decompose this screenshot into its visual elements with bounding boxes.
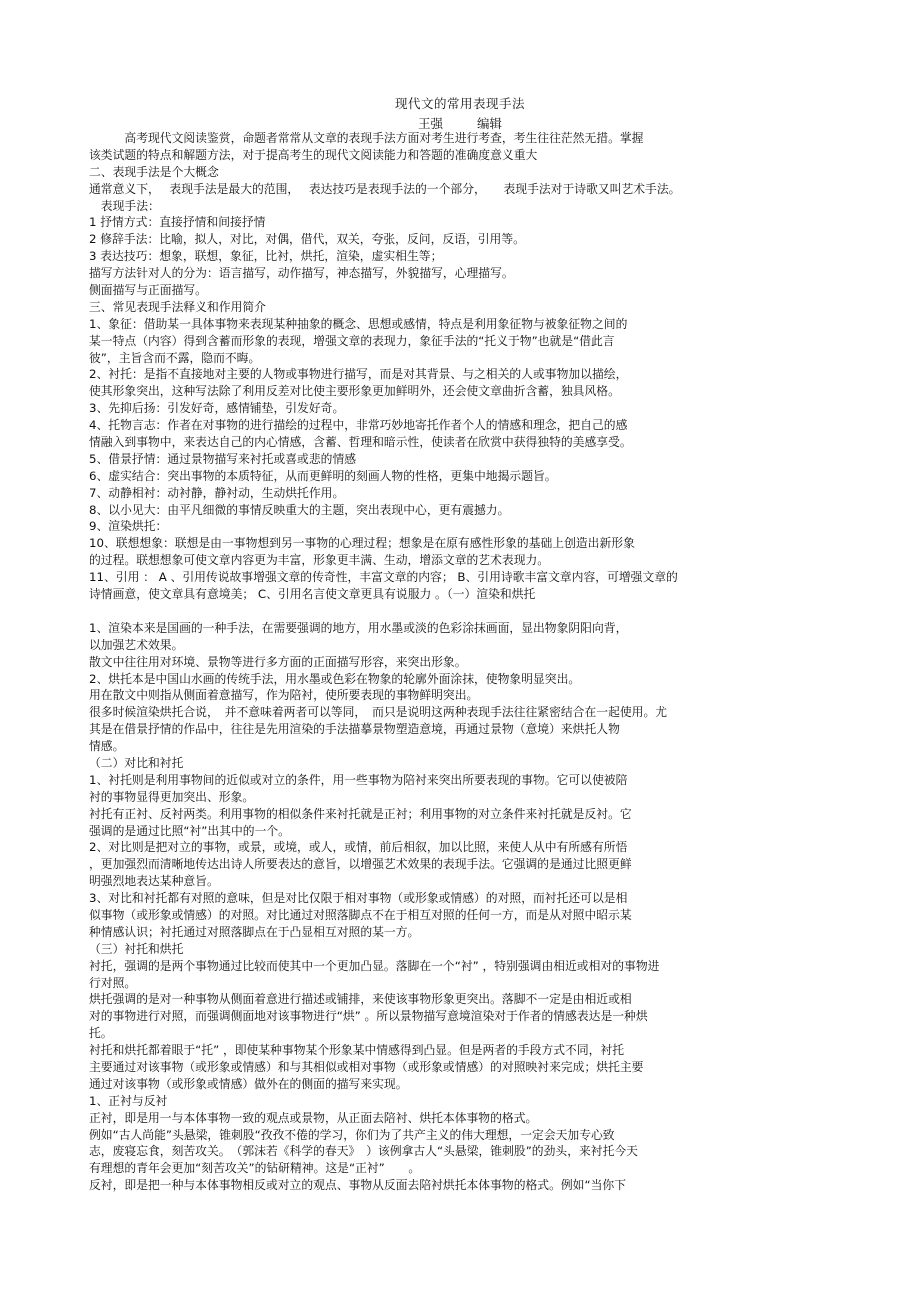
text-line: 2、衬托：是指不直接地对主要的人物或事物进行描写，而是对其背景、与之相关的人或事物加以描绘， (89, 367, 628, 382)
text-line: 用在散文中则指从侧面着意描写，作为陪衬，使所要表现的事物鲜明突出。 (89, 688, 479, 703)
document-title: 现代文的常用表现手法 (394, 96, 525, 111)
text-line: 志，废寝忘食，刻苦攻关。 （郭沫若《科学的春天》 ）该例拿古人“头悬梁，锥刺股”的劲头，来衬托今天 (89, 1144, 638, 1159)
text-line: 8、以小见大：由平凡细微的事情反映重大的主题，突出表现中心，更有震撼力。 (89, 502, 510, 517)
text-line: 二、表现手法是个大概念 (89, 164, 219, 179)
text-line: 情感。 (89, 739, 125, 754)
text-line: 的过程。联想想象可使文章内容更为丰富，形象更丰满、生动，增添文章的艺术表现力。 (89, 553, 550, 568)
text-line: 9、渲染烘托： (89, 519, 168, 534)
text-line: 其是在借景抒情的作品中，往往是先用渲染的手法描摹景物塑造意境，再通过景物（意境）来烘托人物 (89, 722, 620, 737)
text-line: 高考现代文阅读鉴赏，命题者常常从文章的表现手法方面对考生进行考查，考生往往茫然无措。掌握 (89, 131, 644, 145)
text-line: 强调的是通过比照“衬”出其中的一个。 (89, 823, 290, 838)
text-line: 主要通过对该事物（或形象或情感）和与其相似或相对事物（或形象或情感）的对照映衬来完成；烘托主要 (89, 1059, 644, 1074)
text-line: 行对照。 (89, 975, 137, 990)
text-line: 侧面描写与正面描写。 (89, 283, 207, 298)
text-line: 2、对比则是把对立的事物，或景，或境，或人，或情，前后相叙，加以比照，来使人从中有所感有所悟 (89, 840, 628, 855)
text-line: 对的事物进行对照，而强调侧面地对该事物进行“烘” 。所以景物描写意境渲染对于作者的情感表达是一种烘 (89, 1009, 648, 1024)
text-line: 衬托和烘托都着眼于“托” ，即使某种事物某个形象某中情感得到凸显。但是两者的手段方式不同，衬托 (89, 1043, 625, 1058)
text-line: 1 抒情方式：直接抒情和间接抒情 (89, 215, 266, 230)
text-line: 该类试题的特点和解题方法，对于提高考生的现代文阅读能力和答题的准确度意义重大 (89, 147, 538, 162)
text-line: 某一特点（内容）得到含蓄而形象的表现，增强文章的表现力，象征手法的“托义于物”也就是“借此言 (89, 333, 615, 348)
text-line: 11、引用 ： A 、引用传说故事增强文章的传奇性，丰富文章的内容； B、引用诗歌丰富文章内容，可增强文章的 (89, 570, 678, 585)
text-line: 反衬，即是把一种与本体事物相反或对立的观点、事物从反面去陪衬烘托本体事物的格式。例如“当你下 (89, 1178, 626, 1193)
text-line: 通常意义下， 表现手法是最大的范围， 表达技巧是表现手法的一个部分， 表现手法对于诗歌又叫艺术手法。 (89, 181, 681, 196)
text-line: 6、虚实结合：突出事物的本质特征，从而更鲜明的刻画人物的性格，更集中地揭示题旨。 (89, 468, 557, 483)
text-line: （三）衬托和烘托 (89, 941, 184, 956)
author-role: 编辑 (477, 116, 503, 131)
text-line: 衬托有正衬、反衬两类。利用事物的相似条件来衬托就是正衬；利用事物的对立条件来衬托就是反衬。它 (89, 806, 632, 821)
text-line: 情融入到事物中，来表达自己的内心情感，含蓄、哲理和暗示性，使读者在欣赏中获得独特的美感享受。 (89, 435, 632, 450)
text-line: 似事物（或形象或情感）的对照。对比通过对照落脚点不在于相互对照的任何一方，而是从对照中昭示某 (89, 907, 632, 922)
text-line: 7、动静相衬：动衬静，静衬动，生动烘托作用。 (89, 485, 345, 500)
text-line: 3、先抑后扬：引发好奇，感情铺垫，引发好奇。 (89, 401, 345, 416)
text-line: 3 表达技巧：想象，联想，象征，比衬，烘托，渲染，虚实相生等； (89, 249, 443, 264)
text-line: 托。 (89, 1026, 113, 1041)
text-line: 明强烈地表达某种意旨。 (89, 874, 219, 889)
text-line: 描写方法针对人的分为：语言描写，动作描写，神态描写，外貌描写，心理描写。 (89, 266, 514, 281)
text-line: 衬托，强调的是两个事物通过比较而使其中一个更加凸显。落脚在一个“衬” ，特别强调由相近或相对的事物进 (89, 958, 660, 973)
text-line: 3、对比和衬托都有对照的意味，但是对比仅限于相对事物（或形象或情感）的对照，而衬托还可以是相 (89, 891, 628, 906)
document-body (89, 130, 814, 1194)
text-line: 1、渲染本来是国画的一种手法，在需要强调的地方，用水墨或淡的色彩涂抹画面，显出物象阴阳向背， (89, 620, 628, 635)
text-line: 彼”，主旨含而不露，隐而不晦。 (89, 350, 261, 365)
text-line: 1、正衬与反衬 (89, 1093, 168, 1108)
text-line: （二）对比和衬托 (89, 755, 184, 770)
text-line: 散文中往往用对环境、景物等进行多方面的正面描写形容，来突出形象。 (89, 654, 467, 669)
text-line: 种情感认识；衬托通过对照落脚点在于凸显相互对照的某一方。 (89, 924, 420, 939)
author-name: 王强 (417, 116, 443, 131)
text-line: 例如“古人尚能”头悬梁，锥刺股“孜孜不倦的学习，你们为了共产主义的伟大理想，一定会天加专心致 (89, 1127, 615, 1142)
text-line: 2、烘托本是中国山水画的传统手法，用水墨或色彩在物象的轮廓外面涂抹，使物象明显突出。 (89, 671, 581, 686)
text-line: 正衬，即是用一与本体事物一致的观点或景物，从正面去陪衬、烘托本体事物的格式。 (89, 1110, 538, 1125)
text-line: 1、衬托则是利用事物间的近似或对立的条件，用一些事物为陪衬来突出所要表现的事物。它可以使被陪 (89, 772, 628, 787)
text-line: 使其形象突出，这种写法除了利用反差对比使主要形象更加鲜明外，还会使文章曲折含蓄，独具风格。 (89, 384, 620, 399)
text-line: 2 修辞手法：比喻，拟人，对比，对偶，借代，双关，夸张，反问，反语，引用等。 (89, 232, 525, 247)
text-line: 表现手法： (89, 198, 160, 213)
text-line: 诗情画意，使文章具有意境美； C、引用名言使文章更具有说服力 。（一）渲染和烘托 (89, 587, 536, 602)
text-line: 很多时候渲染烘托合说， 并不意味着两者可以等同， 而只是说明这两种表现手法往往紧密结合在一起使用。尤 (89, 705, 668, 720)
text-line: 烘托强调的是对一种事物从侧面着意进行描述或铺排，来使该事物形象更突出。落脚不一定是由相近或相 (89, 992, 632, 1007)
text-line: 以加强艺术效果。 (89, 637, 184, 652)
text-line: 有理想的青年会更加“刻苦攻关”的钻研精神。这是“正衬” 。 (89, 1161, 421, 1176)
text-line: 三、常见表现手法释义和作用简介 (89, 299, 266, 314)
text-line: 5、借景抒情：通过景物描写来衬托或喜或悲的情感 (89, 451, 357, 466)
text-line: 衬的事物显得更加突出、形象。 (89, 789, 255, 804)
text-line: 4、托物言志：作者在对事物的进行描绘的过程中，非常巧妙地寄托作者个人的情感和理念，把自己的感 (89, 418, 628, 433)
text-line: 1、象征：借助某一具体事物来表现某种抽象的概念、思想或感情，特点是利用象征物与被象征物之间的 (89, 316, 628, 331)
text-line: 通过对该事物（或形象或情感）做外在的侧面的描写来实现。 (89, 1076, 408, 1091)
text-line: ，更加强烈而清晰地传达出诗人所要表达的意旨，以增强艺术效果的表现手法。它强调的是通过比照更鲜 (89, 857, 632, 872)
blank-line (89, 603, 814, 620)
text-line: 10、联想想象：联想是由一事物想到另一事物的心理过程；想象是在原有感性形象的基础上创造出新形象 (89, 536, 635, 551)
